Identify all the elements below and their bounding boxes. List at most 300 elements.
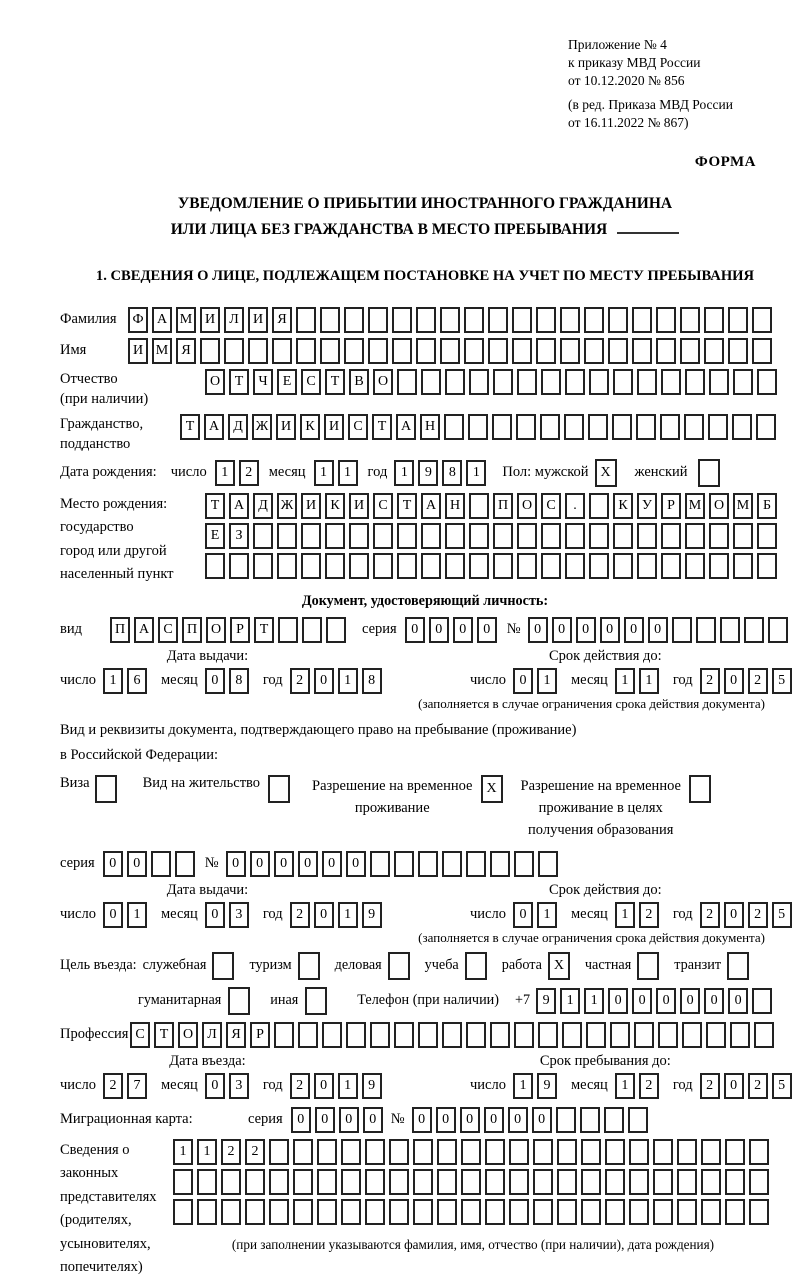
phone-cell[interactable]: 1 bbox=[584, 988, 604, 1014]
residence-number-cell[interactable] bbox=[442, 851, 462, 877]
given-name-cell[interactable] bbox=[728, 338, 748, 364]
birth-year-cell[interactable]: 1 bbox=[394, 460, 414, 486]
representatives-cell[interactable]: 1 bbox=[173, 1139, 193, 1165]
citizenship-cell[interactable] bbox=[612, 414, 632, 440]
birth-place-cell[interactable]: З bbox=[229, 523, 249, 549]
given-name-cell[interactable] bbox=[608, 338, 628, 364]
stay-month-cell[interactable]: 1 bbox=[615, 1073, 635, 1099]
birth-place-cell[interactable] bbox=[253, 523, 273, 549]
stay-year-cell[interactable]: 2 bbox=[700, 1073, 720, 1099]
representatives-cell[interactable] bbox=[221, 1199, 241, 1225]
phone-cell[interactable] bbox=[752, 988, 772, 1014]
stay-month-cell[interactable]: 2 bbox=[639, 1073, 659, 1099]
doc-type-cell[interactable]: А bbox=[134, 617, 154, 643]
citizenship-cell[interactable]: К bbox=[300, 414, 320, 440]
representatives-cell[interactable] bbox=[509, 1139, 529, 1165]
birth-place-cell[interactable] bbox=[589, 523, 609, 549]
birth-place-cell[interactable] bbox=[565, 553, 585, 579]
given-name-cell[interactable] bbox=[464, 338, 484, 364]
entry-year-cell[interactable]: 1 bbox=[338, 1073, 358, 1099]
representatives-cell[interactable] bbox=[293, 1139, 313, 1165]
patronymic-cell[interactable] bbox=[397, 369, 417, 395]
birth-place-cell[interactable] bbox=[469, 523, 489, 549]
migration-number-cell[interactable] bbox=[556, 1107, 576, 1133]
representatives-cell[interactable] bbox=[629, 1169, 649, 1195]
patronymic-cell[interactable]: Т bbox=[325, 369, 345, 395]
given-name-cell[interactable] bbox=[416, 338, 436, 364]
given-name-cell[interactable] bbox=[344, 338, 364, 364]
migration-number-cell[interactable] bbox=[628, 1107, 648, 1133]
birth-place-cell[interactable]: Н bbox=[445, 493, 465, 519]
residence-valid-day-cell[interactable]: 0 bbox=[513, 902, 533, 928]
doc-number-cell[interactable]: 0 bbox=[576, 617, 596, 643]
stay-day-cell[interactable]: 9 bbox=[537, 1073, 557, 1099]
representatives-cell[interactable] bbox=[557, 1139, 577, 1165]
residence-valid-year-cell[interactable]: 2 bbox=[748, 902, 768, 928]
citizenship-cell[interactable] bbox=[588, 414, 608, 440]
doc-issue-month-cell[interactable]: 0 bbox=[205, 668, 225, 694]
citizenship-cell[interactable]: И bbox=[276, 414, 296, 440]
birth-place-cell[interactable]: Т bbox=[205, 493, 225, 519]
doc-issue-month-cell[interactable]: 8 bbox=[229, 668, 249, 694]
birth-place-cell[interactable] bbox=[517, 553, 537, 579]
entry-year-cell[interactable]: 2 bbox=[290, 1073, 310, 1099]
birth-place-cell[interactable] bbox=[589, 493, 609, 519]
citizenship-cell[interactable]: А bbox=[204, 414, 224, 440]
representatives-cell[interactable] bbox=[677, 1169, 697, 1195]
patronymic-cell[interactable] bbox=[541, 369, 561, 395]
given-name-cell[interactable] bbox=[320, 338, 340, 364]
doc-type-cell[interactable] bbox=[278, 617, 298, 643]
doc-valid-year-cell[interactable]: 2 bbox=[748, 668, 768, 694]
patronymic-cell[interactable] bbox=[445, 369, 465, 395]
surname-cell[interactable] bbox=[416, 307, 436, 333]
residence-number-cell[interactable] bbox=[538, 851, 558, 877]
doc-series-cell[interactable]: 0 bbox=[429, 617, 449, 643]
representatives-cell[interactable] bbox=[413, 1169, 433, 1195]
profession-cell[interactable] bbox=[514, 1022, 534, 1048]
birth-place-cell[interactable] bbox=[637, 553, 657, 579]
migration-series-cell[interactable]: 0 bbox=[339, 1107, 359, 1133]
citizenship-cell[interactable] bbox=[756, 414, 776, 440]
birth-place-cell[interactable]: Т bbox=[397, 493, 417, 519]
residence-issue-month-cell[interactable]: 0 bbox=[205, 902, 225, 928]
residence-number-cell[interactable] bbox=[514, 851, 534, 877]
birth-place-cell[interactable] bbox=[613, 523, 633, 549]
surname-cell[interactable] bbox=[344, 307, 364, 333]
migration-series-cell[interactable]: 0 bbox=[315, 1107, 335, 1133]
representatives-cell[interactable] bbox=[725, 1139, 745, 1165]
doc-valid-month-cell[interactable]: 1 bbox=[615, 668, 635, 694]
birth-place-cell[interactable] bbox=[421, 523, 441, 549]
profession-cell[interactable] bbox=[394, 1022, 414, 1048]
citizenship-cell[interactable] bbox=[468, 414, 488, 440]
birth-place-cell[interactable]: Б bbox=[757, 493, 777, 519]
profession-cell[interactable] bbox=[562, 1022, 582, 1048]
given-name-cell[interactable] bbox=[488, 338, 508, 364]
citizenship-cell[interactable] bbox=[708, 414, 728, 440]
doc-number-cell[interactable] bbox=[768, 617, 788, 643]
doc-type-cell[interactable] bbox=[326, 617, 346, 643]
temp-permit-checkbox-cell[interactable]: X bbox=[481, 775, 503, 803]
surname-cell[interactable]: Ф bbox=[128, 307, 148, 333]
profession-cell[interactable] bbox=[706, 1022, 726, 1048]
birth-place-cell[interactable]: М bbox=[733, 493, 753, 519]
residence-number-cell[interactable] bbox=[370, 851, 390, 877]
birth-day-cell[interactable]: 1 bbox=[215, 460, 235, 486]
profession-cell[interactable]: С bbox=[130, 1022, 150, 1048]
migration-number-cell[interactable]: 0 bbox=[460, 1107, 480, 1133]
representatives-cell[interactable] bbox=[293, 1199, 313, 1225]
representatives-cell[interactable] bbox=[485, 1199, 505, 1225]
patronymic-cell[interactable] bbox=[565, 369, 585, 395]
given-name-cell[interactable] bbox=[656, 338, 676, 364]
purpose-checkbox-cell[interactable] bbox=[727, 952, 749, 980]
patronymic-cell[interactable] bbox=[469, 369, 489, 395]
representatives-cell[interactable] bbox=[533, 1139, 553, 1165]
residence-series-cell[interactable] bbox=[151, 851, 171, 877]
given-name-cell[interactable] bbox=[248, 338, 268, 364]
entry-day-cell[interactable]: 2 bbox=[103, 1073, 123, 1099]
surname-cell[interactable] bbox=[608, 307, 628, 333]
residence-valid-month-cell[interactable]: 2 bbox=[639, 902, 659, 928]
profession-cell[interactable] bbox=[322, 1022, 342, 1048]
birth-place-cell[interactable] bbox=[733, 553, 753, 579]
residence-valid-month-cell[interactable]: 1 bbox=[615, 902, 635, 928]
profession-cell[interactable] bbox=[274, 1022, 294, 1048]
birth-place-cell[interactable] bbox=[517, 523, 537, 549]
residence-number-cell[interactable] bbox=[490, 851, 510, 877]
birth-place-cell[interactable]: К bbox=[325, 493, 345, 519]
doc-issue-year-cell[interactable]: 2 bbox=[290, 668, 310, 694]
residence-permit-checkbox-cell[interactable] bbox=[268, 775, 290, 803]
representatives-cell[interactable] bbox=[437, 1199, 457, 1225]
residence-issue-year-cell[interactable]: 2 bbox=[290, 902, 310, 928]
residence-number-cell[interactable] bbox=[418, 851, 438, 877]
birth-place-cell[interactable] bbox=[301, 523, 321, 549]
surname-cell[interactable] bbox=[368, 307, 388, 333]
profession-cell[interactable] bbox=[346, 1022, 366, 1048]
doc-issue-year-cell[interactable]: 8 bbox=[362, 668, 382, 694]
birth-year-cell[interactable]: 1 bbox=[466, 460, 486, 486]
representatives-cell[interactable] bbox=[533, 1169, 553, 1195]
birth-place-cell[interactable]: Р bbox=[661, 493, 681, 519]
entry-day-cell[interactable]: 7 bbox=[127, 1073, 147, 1099]
representatives-cell[interactable] bbox=[629, 1139, 649, 1165]
patronymic-cell[interactable]: В bbox=[349, 369, 369, 395]
residence-series-cell[interactable]: 0 bbox=[127, 851, 147, 877]
representatives-cell[interactable] bbox=[389, 1139, 409, 1165]
surname-cell[interactable] bbox=[392, 307, 412, 333]
representatives-cell[interactable] bbox=[413, 1199, 433, 1225]
migration-number-cell[interactable]: 0 bbox=[532, 1107, 552, 1133]
representatives-cell[interactable] bbox=[437, 1169, 457, 1195]
given-name-cell[interactable] bbox=[536, 338, 556, 364]
female-checkbox-cell[interactable] bbox=[698, 459, 720, 487]
residence-issue-day-cell[interactable]: 1 bbox=[127, 902, 147, 928]
birth-month-cell[interactable]: 1 bbox=[338, 460, 358, 486]
representatives-cell[interactable] bbox=[509, 1169, 529, 1195]
phone-cell[interactable]: 0 bbox=[632, 988, 652, 1014]
citizenship-cell[interactable] bbox=[684, 414, 704, 440]
representatives-cell[interactable] bbox=[605, 1199, 625, 1225]
migration-series-cell[interactable]: 0 bbox=[291, 1107, 311, 1133]
given-name-cell[interactable]: Я bbox=[176, 338, 196, 364]
birth-place-cell[interactable] bbox=[469, 493, 489, 519]
birth-place-cell[interactable] bbox=[445, 523, 465, 549]
purpose-checkbox-cell[interactable] bbox=[298, 952, 320, 980]
doc-series-cell[interactable]: 0 bbox=[405, 617, 425, 643]
entry-month-cell[interactable]: 0 bbox=[205, 1073, 225, 1099]
profession-cell[interactable] bbox=[610, 1022, 630, 1048]
representatives-cell[interactable] bbox=[509, 1199, 529, 1225]
surname-cell[interactable] bbox=[488, 307, 508, 333]
residence-number-cell[interactable]: 0 bbox=[322, 851, 342, 877]
doc-number-cell[interactable] bbox=[744, 617, 764, 643]
birth-place-cell[interactable]: И bbox=[301, 493, 321, 519]
surname-cell[interactable] bbox=[464, 307, 484, 333]
citizenship-cell[interactable] bbox=[636, 414, 656, 440]
patronymic-cell[interactable] bbox=[589, 369, 609, 395]
residence-valid-year-cell[interactable]: 2 bbox=[700, 902, 720, 928]
representatives-cell[interactable] bbox=[653, 1169, 673, 1195]
birth-place-cell[interactable]: О bbox=[709, 493, 729, 519]
representatives-cell[interactable] bbox=[221, 1169, 241, 1195]
entry-year-cell[interactable]: 0 bbox=[314, 1073, 334, 1099]
migration-series-cell[interactable]: 0 bbox=[363, 1107, 383, 1133]
birth-place-cell[interactable] bbox=[493, 553, 513, 579]
birth-place-cell[interactable] bbox=[613, 553, 633, 579]
patronymic-cell[interactable] bbox=[493, 369, 513, 395]
representatives-cell[interactable] bbox=[485, 1169, 505, 1195]
purpose-checkbox-cell[interactable] bbox=[465, 952, 487, 980]
birth-place-cell[interactable] bbox=[685, 523, 705, 549]
citizenship-cell[interactable] bbox=[732, 414, 752, 440]
representatives-cell[interactable] bbox=[365, 1139, 385, 1165]
residence-issue-year-cell[interactable]: 1 bbox=[338, 902, 358, 928]
birth-place-cell[interactable] bbox=[421, 553, 441, 579]
birth-place-cell[interactable] bbox=[589, 553, 609, 579]
surname-cell[interactable] bbox=[512, 307, 532, 333]
representatives-cell[interactable] bbox=[677, 1199, 697, 1225]
citizenship-cell[interactable]: А bbox=[396, 414, 416, 440]
given-name-cell[interactable]: И bbox=[128, 338, 148, 364]
patronymic-cell[interactable] bbox=[661, 369, 681, 395]
representatives-cell[interactable] bbox=[557, 1199, 577, 1225]
purpose-checkbox-cell[interactable] bbox=[637, 952, 659, 980]
stay-year-cell[interactable]: 2 bbox=[748, 1073, 768, 1099]
patronymic-cell[interactable] bbox=[517, 369, 537, 395]
given-name-cell[interactable] bbox=[680, 338, 700, 364]
patronymic-cell[interactable] bbox=[685, 369, 705, 395]
purpose-checkbox-cell[interactable]: X bbox=[548, 952, 570, 980]
surname-cell[interactable] bbox=[656, 307, 676, 333]
citizenship-cell[interactable] bbox=[516, 414, 536, 440]
birth-place-cell[interactable] bbox=[661, 553, 681, 579]
birth-place-cell[interactable]: П bbox=[493, 493, 513, 519]
representatives-cell[interactable] bbox=[605, 1139, 625, 1165]
residence-number-cell[interactable] bbox=[394, 851, 414, 877]
representatives-cell[interactable] bbox=[269, 1199, 289, 1225]
citizenship-cell[interactable] bbox=[660, 414, 680, 440]
migration-number-cell[interactable]: 0 bbox=[412, 1107, 432, 1133]
surname-cell[interactable] bbox=[728, 307, 748, 333]
representatives-cell[interactable] bbox=[389, 1169, 409, 1195]
surname-cell[interactable]: Л bbox=[224, 307, 244, 333]
birth-place-cell[interactable]: А bbox=[421, 493, 441, 519]
representatives-cell[interactable] bbox=[485, 1139, 505, 1165]
representatives-cell[interactable] bbox=[341, 1139, 361, 1165]
surname-cell[interactable]: А bbox=[152, 307, 172, 333]
doc-valid-day-cell[interactable]: 1 bbox=[537, 668, 557, 694]
migration-number-cell[interactable] bbox=[580, 1107, 600, 1133]
residence-number-cell[interactable]: 0 bbox=[274, 851, 294, 877]
representatives-cell[interactable] bbox=[749, 1139, 769, 1165]
profession-cell[interactable] bbox=[682, 1022, 702, 1048]
given-name-cell[interactable] bbox=[440, 338, 460, 364]
profession-cell[interactable] bbox=[586, 1022, 606, 1048]
birth-month-cell[interactable]: 1 bbox=[314, 460, 334, 486]
birth-day-cell[interactable]: 2 bbox=[239, 460, 259, 486]
given-name-cell[interactable] bbox=[296, 338, 316, 364]
surname-cell[interactable] bbox=[752, 307, 772, 333]
given-name-cell[interactable] bbox=[560, 338, 580, 364]
residence-series-cell[interactable]: 0 bbox=[103, 851, 123, 877]
representatives-cell[interactable]: 2 bbox=[221, 1139, 241, 1165]
migration-number-cell[interactable] bbox=[604, 1107, 624, 1133]
profession-cell[interactable]: Т bbox=[154, 1022, 174, 1048]
given-name-cell[interactable] bbox=[704, 338, 724, 364]
representatives-cell[interactable] bbox=[365, 1199, 385, 1225]
representatives-cell[interactable] bbox=[581, 1199, 601, 1225]
residence-number-cell[interactable] bbox=[466, 851, 486, 877]
edu-permit-checkbox-cell[interactable] bbox=[689, 775, 711, 803]
doc-series-cell[interactable]: 0 bbox=[477, 617, 497, 643]
stay-year-cell[interactable]: 5 bbox=[772, 1073, 792, 1099]
residence-series-cell[interactable] bbox=[175, 851, 195, 877]
residence-issue-day-cell[interactable]: 0 bbox=[103, 902, 123, 928]
representatives-cell[interactable] bbox=[317, 1169, 337, 1195]
birth-place-cell[interactable] bbox=[757, 523, 777, 549]
profession-cell[interactable] bbox=[490, 1022, 510, 1048]
profession-cell[interactable] bbox=[370, 1022, 390, 1048]
given-name-cell[interactable] bbox=[200, 338, 220, 364]
profession-cell[interactable]: Я bbox=[226, 1022, 246, 1048]
profession-cell[interactable]: Р bbox=[250, 1022, 270, 1048]
doc-valid-month-cell[interactable]: 1 bbox=[639, 668, 659, 694]
profession-cell[interactable] bbox=[754, 1022, 774, 1048]
surname-cell[interactable] bbox=[704, 307, 724, 333]
doc-valid-year-cell[interactable]: 5 bbox=[772, 668, 792, 694]
doc-issue-day-cell[interactable]: 6 bbox=[127, 668, 147, 694]
representatives-cell[interactable] bbox=[677, 1139, 697, 1165]
birth-place-cell[interactable] bbox=[229, 553, 249, 579]
residence-number-cell[interactable]: 0 bbox=[226, 851, 246, 877]
patronymic-cell[interactable]: Е bbox=[277, 369, 297, 395]
birth-place-cell[interactable] bbox=[445, 553, 465, 579]
migration-number-cell[interactable]: 0 bbox=[436, 1107, 456, 1133]
residence-issue-year-cell[interactable]: 0 bbox=[314, 902, 334, 928]
representatives-cell[interactable] bbox=[725, 1169, 745, 1195]
doc-issue-day-cell[interactable]: 1 bbox=[103, 668, 123, 694]
representatives-cell[interactable] bbox=[461, 1139, 481, 1165]
migration-number-cell[interactable]: 0 bbox=[484, 1107, 504, 1133]
surname-cell[interactable]: И bbox=[200, 307, 220, 333]
birth-place-cell[interactable]: И bbox=[349, 493, 369, 519]
profession-cell[interactable] bbox=[442, 1022, 462, 1048]
citizenship-cell[interactable]: С bbox=[348, 414, 368, 440]
birth-place-cell[interactable] bbox=[709, 553, 729, 579]
migration-number-cell[interactable]: 0 bbox=[508, 1107, 528, 1133]
citizenship-cell[interactable]: Ж bbox=[252, 414, 272, 440]
doc-number-cell[interactable]: 0 bbox=[648, 617, 668, 643]
citizenship-cell[interactable]: Т bbox=[180, 414, 200, 440]
birth-place-cell[interactable] bbox=[757, 553, 777, 579]
profession-cell[interactable] bbox=[418, 1022, 438, 1048]
patronymic-cell[interactable]: О bbox=[205, 369, 225, 395]
residence-number-cell[interactable]: 0 bbox=[250, 851, 270, 877]
doc-valid-day-cell[interactable]: 0 bbox=[513, 668, 533, 694]
purpose-checkbox-cell[interactable] bbox=[388, 952, 410, 980]
representatives-cell[interactable] bbox=[341, 1169, 361, 1195]
doc-valid-year-cell[interactable]: 2 bbox=[700, 668, 720, 694]
doc-type-cell[interactable]: Т bbox=[254, 617, 274, 643]
representatives-cell[interactable] bbox=[533, 1199, 553, 1225]
patronymic-cell[interactable]: Т bbox=[229, 369, 249, 395]
doc-number-cell[interactable] bbox=[720, 617, 740, 643]
stay-year-cell[interactable]: 0 bbox=[724, 1073, 744, 1099]
doc-number-cell[interactable]: 0 bbox=[600, 617, 620, 643]
representatives-cell[interactable] bbox=[749, 1169, 769, 1195]
phone-cell[interactable]: 9 bbox=[536, 988, 556, 1014]
citizenship-cell[interactable] bbox=[492, 414, 512, 440]
doc-number-cell[interactable] bbox=[696, 617, 716, 643]
birth-place-cell[interactable]: О bbox=[517, 493, 537, 519]
purpose-checkbox-cell[interactable] bbox=[212, 952, 234, 980]
representatives-cell[interactable] bbox=[245, 1169, 265, 1195]
residence-issue-year-cell[interactable]: 9 bbox=[362, 902, 382, 928]
birth-place-cell[interactable] bbox=[397, 553, 417, 579]
residence-number-cell[interactable]: 0 bbox=[298, 851, 318, 877]
birth-place-cell[interactable] bbox=[709, 523, 729, 549]
patronymic-cell[interactable] bbox=[637, 369, 657, 395]
doc-type-cell[interactable]: П bbox=[182, 617, 202, 643]
representatives-cell[interactable] bbox=[317, 1199, 337, 1225]
birth-place-cell[interactable] bbox=[541, 553, 561, 579]
given-name-cell[interactable] bbox=[632, 338, 652, 364]
birth-place-cell[interactable] bbox=[373, 553, 393, 579]
patronymic-cell[interactable] bbox=[421, 369, 441, 395]
male-checkbox-cell[interactable]: X bbox=[595, 459, 617, 487]
representatives-cell[interactable] bbox=[269, 1139, 289, 1165]
doc-issue-year-cell[interactable]: 0 bbox=[314, 668, 334, 694]
representatives-cell[interactable] bbox=[461, 1199, 481, 1225]
representatives-cell[interactable] bbox=[437, 1139, 457, 1165]
birth-place-cell[interactable] bbox=[373, 523, 393, 549]
representatives-cell[interactable] bbox=[725, 1199, 745, 1225]
birth-place-cell[interactable]: К bbox=[613, 493, 633, 519]
given-name-cell[interactable] bbox=[392, 338, 412, 364]
representatives-cell[interactable] bbox=[173, 1199, 193, 1225]
representatives-cell[interactable] bbox=[653, 1199, 673, 1225]
birth-place-cell[interactable]: С bbox=[541, 493, 561, 519]
entry-month-cell[interactable]: 3 bbox=[229, 1073, 249, 1099]
citizenship-cell[interactable] bbox=[540, 414, 560, 440]
birth-place-cell[interactable] bbox=[637, 523, 657, 549]
purpose-checkbox-cell[interactable] bbox=[305, 987, 327, 1015]
representatives-cell[interactable] bbox=[341, 1199, 361, 1225]
patronymic-cell[interactable] bbox=[613, 369, 633, 395]
